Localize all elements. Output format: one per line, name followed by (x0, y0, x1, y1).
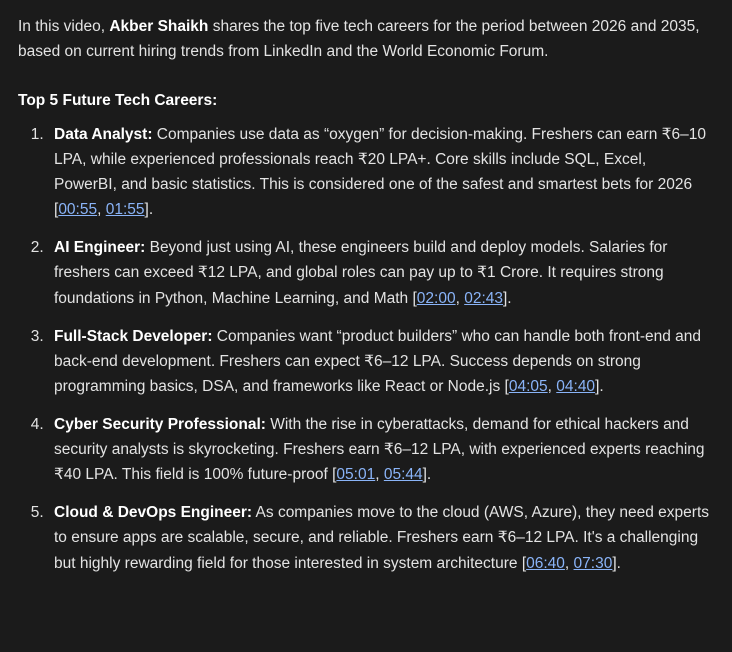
career-body-after: ]. (503, 289, 512, 307)
career-title: Full-Stack Developer: (54, 327, 213, 345)
timestamp-link[interactable]: 05:44 (383, 466, 423, 484)
intro-paragraph (14, 14, 712, 64)
list-item (48, 500, 712, 575)
career-body-after: ]. (612, 554, 621, 572)
timestamp-link[interactable]: 04:05 (508, 377, 548, 395)
intro-text-after: shares the top five tech careers for the period between 2026 and 2035, based on current hiring trends from LinkedIn and the World Economic Forum. (18, 18, 700, 61)
timestamp-link[interactable]: 02:43 (464, 289, 503, 307)
career-body-before: As companies move to the cloud (AWS, Azure), they need experts to ensure apps are scalable, secure, and reliable. Freshers earn ₹6–12 LPA. It's a challenging but highly rewarding field for those interested in system architecture [ (54, 504, 709, 572)
list-item (48, 412, 712, 487)
careers-list (14, 122, 712, 576)
list-item (48, 235, 712, 310)
career-body-before: Companies want “product builders” who can handle both front-end and back-end development. Freshers can expect ₹6–12 LPA. Success depends on strong programming basics, DSA, and frameworks like React or Node.js [ (54, 327, 702, 395)
timestamp-separator: , (97, 201, 106, 219)
timestamp-link[interactable]: 01:55 (105, 201, 145, 219)
timestamp-separator: , (375, 466, 384, 484)
timestamp-link[interactable]: 04:40 (556, 377, 596, 395)
career-body-after: ]. (422, 466, 432, 484)
career-body-after: ]. (595, 377, 604, 395)
timestamp-link[interactable]: 00:55 (58, 201, 98, 219)
career-body-before: Beyond just using AI, these engineers build and deploy models. Salaries for freshers can exceed ₹12 LPA, and global roles can pay up to ₹1 Crore. It requires strong foundations in Python, Machine Learning, and Math [ (54, 239, 668, 307)
career-title: Cyber Security Professional: (54, 416, 266, 433)
speaker-name: Akber Shaikh (109, 18, 209, 35)
career-title: Data Analyst: (54, 125, 153, 143)
timestamp-separator: , (455, 289, 465, 307)
timestamp-link[interactable]: 07:30 (573, 554, 613, 572)
career-title: Cloud & DevOps Engineer: (54, 504, 253, 522)
career-body-before: Companies use data as “oxygen” for decision-making. Freshers can earn ₹6–10 LPA, while experienced professionals reach ₹20 LPA+. Core skills include SQL, Excel, PowerBI, and basic statistics. This is considered one of the safest and smartest bets for 2026 [ (54, 125, 706, 219)
list-item (48, 324, 712, 399)
career-body-before: With the rise in cyberattacks, demand for ethical hackers and security analysts is skyrocketing. Freshers earn ₹6–12 LPA, with experienced experts reaching ₹40 LPA. This field is 100% future-proof [ (54, 416, 705, 484)
timestamp-separator: , (564, 554, 574, 572)
timestamp-separator: , (547, 377, 557, 395)
career-title: AI Engineer: (54, 239, 146, 257)
timestamp-link[interactable]: 05:01 (336, 466, 376, 484)
list-item (48, 122, 712, 222)
career-body-after: ]. (144, 201, 154, 219)
intro-text-before: In this video, (18, 18, 110, 35)
section-title: Top 5 Future Tech Careers: (18, 92, 218, 110)
timestamp-link[interactable]: 02:00 (416, 289, 456, 307)
timestamp-link[interactable]: 06:40 (526, 554, 565, 572)
